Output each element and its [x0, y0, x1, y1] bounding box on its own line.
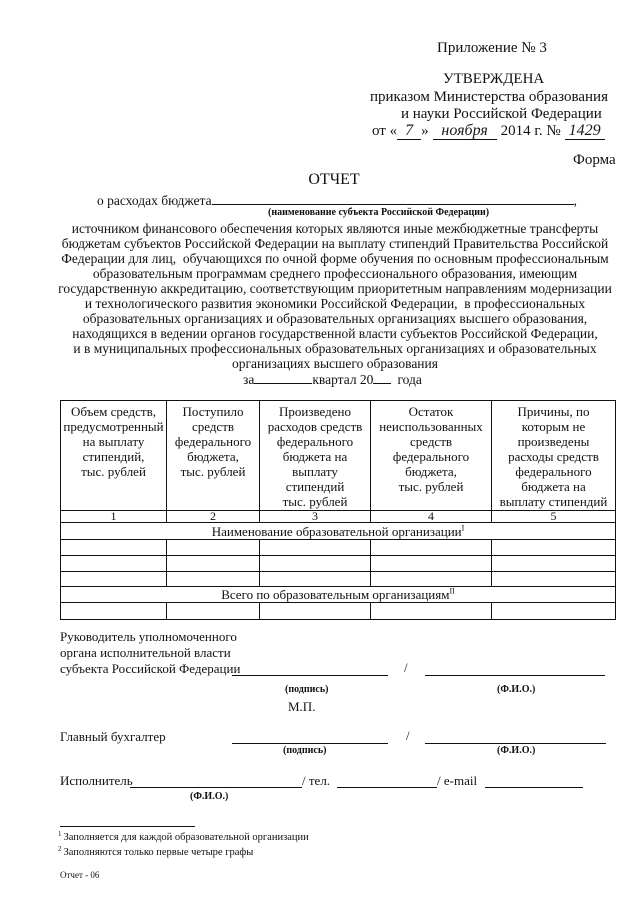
budget-subject-line	[97, 192, 577, 208]
table-cell	[167, 540, 260, 556]
name-caption: (Ф.И.О.)	[497, 745, 536, 756]
header-unused-balance: Остаток неиспользованных средств федерального бюджета, тыс. рублей	[371, 401, 492, 511]
table-cell	[492, 540, 616, 556]
column-number: 2	[167, 511, 260, 523]
footnote-1	[58, 829, 309, 844]
quarter-blank-line	[254, 371, 312, 384]
table-cell	[61, 556, 167, 572]
footnote-ref: II	[449, 586, 455, 596]
order-line-1: приказом Министерства образования	[370, 89, 608, 105]
budget-subject-prefix: о расходах бюджета	[97, 193, 212, 208]
org-name-label: Наименование образовательной организации	[211, 523, 462, 539]
table-cell	[260, 603, 371, 620]
email-label: / e-mail	[437, 773, 478, 788]
total-row	[61, 587, 616, 603]
signature-caption: (подпись)	[283, 745, 327, 756]
table-cell	[371, 572, 492, 587]
subject-caption: (наименование субъекта Российской Федерации)	[268, 207, 490, 218]
table-cell	[61, 603, 167, 620]
total-cell	[61, 587, 616, 603]
order-month-handwritten: ноября	[433, 123, 497, 140]
table-cell	[61, 540, 167, 556]
header-reasons: Причины, по которым не произведены расходы средств федерального бюджета на выплату стипендий	[492, 401, 616, 511]
table-row	[61, 603, 616, 620]
appendix-number: Приложение № 3	[437, 40, 547, 56]
footnote-mark: 1	[58, 829, 62, 838]
year-blank-line	[373, 371, 391, 384]
name-caption: (Ф.И.О.)	[190, 791, 229, 802]
report-table	[60, 400, 616, 620]
chief-accountant-label: Главный бухгалтер	[60, 729, 166, 744]
header-spent-funds: Произведено расходов средств федерального бюджета на выплату стипендий тыс. рублей	[260, 401, 371, 511]
org-name-cell	[61, 523, 616, 540]
footnote-ref: I	[461, 523, 465, 533]
subject-blank-line	[212, 192, 574, 205]
column-number: 4	[371, 511, 492, 523]
table-row	[61, 556, 616, 572]
budget-subject-suffix: ,	[573, 193, 577, 208]
table-cell	[371, 603, 492, 620]
period-middle: квартал 20	[312, 372, 374, 387]
table-cell	[260, 572, 371, 587]
table-cell	[371, 540, 492, 556]
footnote-text: Заполняется для каждой образовательной организации	[63, 832, 309, 843]
table-cell	[167, 572, 260, 587]
column-number: 3	[260, 511, 371, 523]
footnote-text: Заполняются только первые четыре графы	[63, 847, 254, 858]
order-date-quote: »	[421, 123, 429, 139]
email-line	[485, 787, 583, 788]
signature-caption: (подпись)	[285, 684, 329, 695]
name-caption: (Ф.И.О.)	[497, 684, 536, 695]
stamp-place: М.П.	[288, 699, 316, 714]
table-cell	[61, 572, 167, 587]
table-cell	[492, 603, 616, 620]
header-received-funds: Поступило средств федерального бюджета, тыс. рублей	[167, 401, 260, 511]
slash-separator: /	[406, 728, 410, 743]
table-header-row	[61, 401, 616, 511]
table-cell	[167, 603, 260, 620]
phone-line	[337, 787, 437, 788]
footnote-separator	[60, 826, 195, 827]
table-row	[61, 572, 616, 587]
accountant-signature-line	[232, 743, 388, 744]
head-name-line	[425, 675, 605, 676]
table-cell	[260, 556, 371, 572]
table-cell	[260, 540, 371, 556]
org-name-row	[61, 523, 616, 540]
column-number: 5	[492, 511, 616, 523]
order-date-prefix: от «	[372, 123, 398, 139]
head-official-label: Руководитель уполномоченного органа исполнительной власти субъекта Российской Федерации	[60, 629, 241, 676]
form-code: Отчет - 06	[60, 870, 100, 880]
total-label: Всего по образовательным организациям	[221, 587, 450, 602]
phone-label: / тел.	[302, 773, 331, 788]
slash-separator: /	[404, 660, 408, 675]
order-number-handwritten: 1429	[565, 123, 605, 140]
footnote-2	[58, 844, 254, 859]
accountant-name-line	[425, 743, 606, 744]
footnote-mark: 2	[58, 844, 62, 853]
period-prefix: за	[243, 372, 255, 387]
table-cell	[371, 556, 492, 572]
header-allocated-funds: Объем средств, предусмотренный на выплату стипендий, тыс. рублей	[61, 401, 167, 511]
column-number: 1	[61, 511, 167, 523]
order-day-handwritten: 7	[397, 123, 421, 140]
table-cell	[167, 556, 260, 572]
table-row	[61, 540, 616, 556]
head-signature-line	[232, 675, 388, 676]
executor-name-line	[130, 787, 302, 788]
executor-label: Исполнитель	[60, 773, 133, 788]
period-suffix: года	[397, 372, 422, 387]
approved-heading: УТВЕРЖДЕНА	[443, 71, 545, 87]
column-number-row	[61, 511, 616, 523]
form-label: Форма	[573, 152, 616, 168]
order-year: 2014 г. №	[500, 123, 561, 139]
report-period-line	[243, 371, 422, 387]
report-title: ОТЧЕТ	[308, 171, 360, 188]
table-cell	[492, 572, 616, 587]
table-cell	[492, 556, 616, 572]
order-date-line	[372, 122, 605, 140]
order-line-2: и науки Российской Федерации	[401, 106, 602, 122]
report-description: источником финансового обеспечения которых являются иные межбюджетные трансферты бюджетам субъектов Российской Федерации на выплату стипендий Правительства Российской Федерации для лиц, обучающихся по очной форме обучения по основным профессиональным образовательным программам среднего профессионального образования, имеющим государственную аккредитацию, соответствующим приоритетным направлениям модернизации и технологического развития экономики Российской Федерации, в профессиональных образовательных организациях и образовательных организациях высшего образования, находящихся в ведении органов государственной власти субъектов Российской Федерации, и в муниципальных профессиональных образовательных организациях и образовательных организациях высшего образования	[58, 221, 612, 371]
